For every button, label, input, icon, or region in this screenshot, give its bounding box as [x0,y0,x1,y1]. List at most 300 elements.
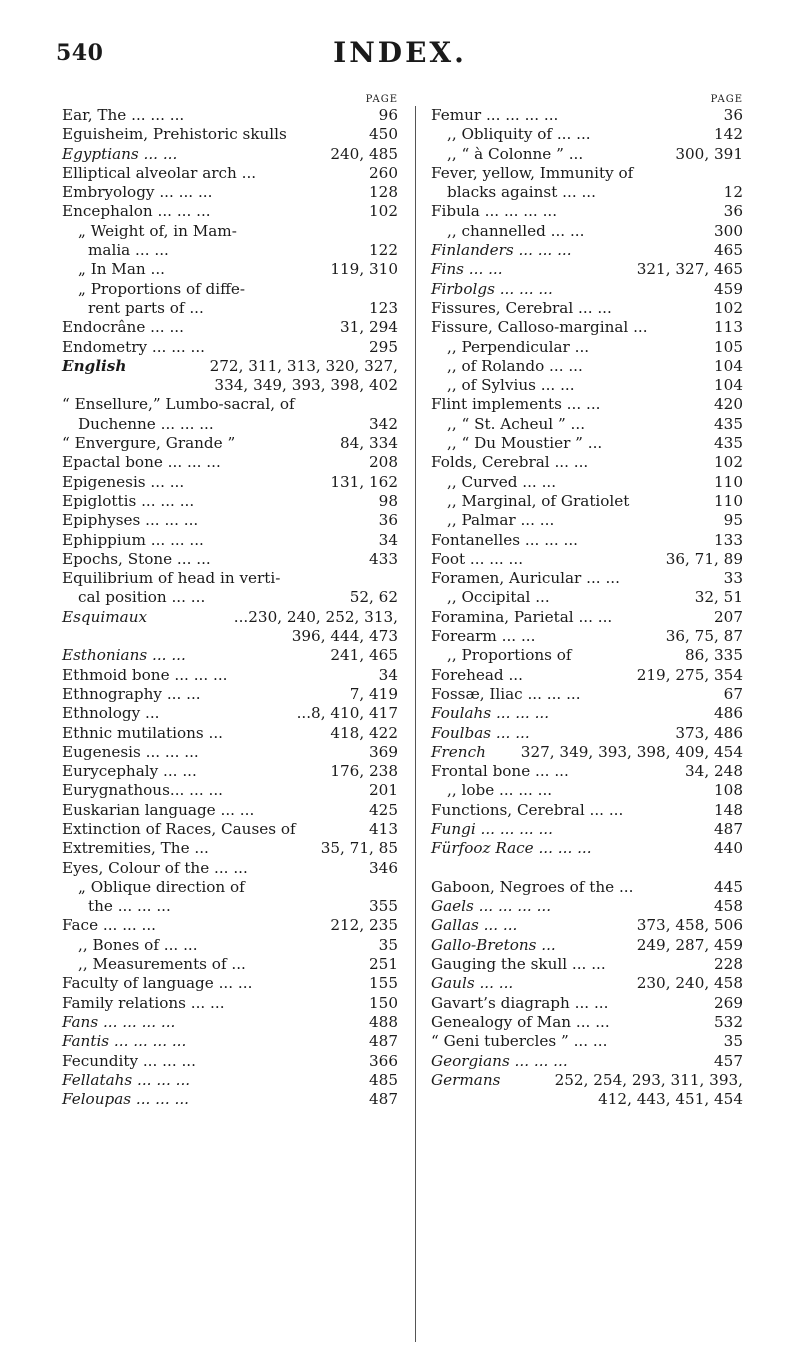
index-entry-pages: 108 [714,781,743,800]
index-entry-term: ,, Curved ... ... [447,472,557,491]
index-entry [62,511,398,530]
index-entry-term: ,, Proportions of [447,646,572,665]
index-entry [62,357,398,376]
index-entry-pages: 435 [714,434,743,453]
index-entry-pages: 36 [723,106,743,124]
index-entry-term: Fantis ... ... ... ... [62,1032,187,1051]
index-entry-pages: 300, 391 [675,144,743,163]
index-entry [431,588,743,607]
index-entry-pages: 34, 248 [685,762,743,781]
index-entry-term: ,, channelled ... ... [447,221,585,240]
index-entry-term: Endometry ... ... ... [62,337,205,356]
index-entry [62,569,398,588]
index-entry [431,936,743,955]
index-entry [62,974,398,993]
index-entry-pages: 249, 287, 459 [636,935,743,954]
index-entry [431,202,743,221]
index-entry-pages: 373, 486 [675,723,743,742]
index-entry-term: Georgians ... ... ... [431,1051,568,1070]
index-entry [431,608,743,627]
page-title: INDEX. [333,36,467,69]
index-entry [62,1052,398,1071]
index-entry-pages: 98 [378,491,398,510]
index-entry-pages: 104 [714,356,743,375]
index-entry [62,1090,398,1109]
index-entry-term: Foulahs ... ... ... [431,704,550,723]
index-entry-term: ,, Obliquity of ... ... [447,125,591,144]
index-entry-term: Eurygnathous... ... ... [62,781,223,800]
index-entry-pages: 128 [369,183,398,202]
index-entry [62,839,398,858]
index-entry-pages: 33 [723,569,743,588]
index-entry [431,646,743,665]
index-entry-term: ,, “ Du Moustier ” ... [447,434,603,453]
index-entry [431,878,743,897]
index-entry [431,781,743,800]
index-entry [431,125,743,144]
index-entry-pages: 251 [369,955,398,974]
index-entry-term: Equilibrium of head in verti- [62,569,281,588]
index-entry-pages: 102 [714,298,743,317]
index-entry-pages: 102 [369,202,398,221]
right-column-page-label: PAGE [710,94,743,105]
index-entry-pages: 219, 275, 354 [636,665,743,684]
index-entry [431,318,743,337]
index-entry [62,183,398,202]
index-entry-term: Euskarian language ... ... [62,800,255,819]
index-entry [431,357,743,376]
index-entry-term: „ Weight of, in Mam- [78,221,237,240]
index-entry [431,897,743,916]
index-entry [431,241,743,260]
index-entry-pages: 240, 485 [330,144,398,163]
index-entry [62,318,398,337]
index-entry [62,801,398,820]
index-entry-pages: 176, 238 [330,762,398,781]
index-entry-term: rent parts of ... [88,298,204,317]
index-entry-pages: 67 [723,684,743,703]
index-entry-pages: 102 [714,453,743,472]
index-entry [62,762,398,781]
index-entry-pages: 110 [714,491,743,510]
index-entry-pages: 418, 422 [330,723,398,742]
index-entry [62,666,398,685]
index-entry [431,415,743,434]
index-entry-term: „ Proportions of diffe- [78,279,246,298]
index-entry [62,376,398,395]
index-entry-pages: 34 [378,665,398,684]
index-entry-term: ,, of Rolando ... ... [447,356,583,375]
index-entry [62,1013,398,1032]
index-entry-pages: 465 [714,241,743,260]
index-entry-pages: 369 [369,742,398,761]
index-entry [62,106,398,125]
index-entry-pages: 150 [369,993,398,1012]
right-entries-list [431,106,743,1109]
index-entry [431,453,743,472]
index-entry-term: Finlanders ... ... ... [431,241,572,260]
index-entry-pages: 260 [369,163,398,182]
index-entry-pages: 457 [714,1051,743,1070]
index-entry [431,434,743,453]
index-entry-pages: 142 [714,125,743,144]
index-entry-pages: 113 [714,318,743,337]
page-number: 540 [56,40,104,66]
index-entry [62,241,398,260]
index-entry-term: ,, Measurements of ... [78,955,246,974]
index-entry-pages: 300 [714,221,743,240]
index-entry-term: Ear, The ... ... ... [62,106,185,124]
index-entry [431,839,743,858]
index-entry [431,1052,743,1071]
right-column [431,94,743,1109]
index-entry [431,801,743,820]
index-entry-term: Frontal bone ... ... [431,762,569,781]
index-entry-term: Feloupas ... ... ... [62,1090,189,1109]
index-entry [431,974,743,993]
index-entry [431,916,743,935]
index-entry-pages: ...230, 240, 252, 313, [233,607,398,626]
index-entry [431,666,743,685]
index-entry-term: Fecundity ... ... ... [62,1051,196,1070]
index-entry-term: „ Oblique direction of [78,877,245,896]
index-entry-pages: 133 [714,530,743,549]
index-entry-term: ,, Occipital ... [447,588,550,607]
index-entry-term: ,, Marginal, of Gratiolet [447,491,630,510]
index-entry-pages: 32, 51 [694,588,743,607]
index-entry [431,1032,743,1051]
index-entry-term: Esquimaux [62,607,148,626]
column-divider [415,106,416,1342]
index-entry-pages: 532 [714,1012,743,1031]
index-entry [431,280,743,299]
index-entry-term: ,, Palmar ... ... [447,511,555,530]
index-entry-term: Gallo-Bretons ... [431,935,556,954]
index-entry-pages: 131, 162 [330,472,398,491]
index-entry-term: Embryology ... ... ... [62,183,213,202]
index-entry-term: Duchenne ... ... ... [78,414,214,433]
left-column-page-label: PAGE [365,94,398,105]
index-entry-pages: 36 [723,202,743,221]
index-entry [62,608,398,627]
index-entry [62,627,398,646]
index-entry-term: the ... ... ... [88,897,171,916]
index-entry-pages: 35 [723,1032,743,1051]
index-entry-term: Epactal bone ... ... ... [62,453,221,472]
index-entry-term: ,, of Sylvius ... ... [447,376,575,395]
index-entry-term: Foramen, Auricular ... ... [431,569,620,588]
index-entry [431,106,743,125]
index-entry-pages: 488 [369,1012,398,1031]
index-entry-pages: 450 [369,125,398,144]
index-entry-term: Foramina, Parietal ... ... [431,607,613,626]
index-entry-term: Gauging the skull ... ... [431,955,606,974]
index-entry [431,395,743,414]
index-entry [431,473,743,492]
index-entry-pages: 486 [714,704,743,723]
index-entry-term: Elliptical alveolar arch ... [62,163,257,182]
index-entry-term: Fissure, Calloso-marginal ... [431,318,648,337]
index-entry [62,531,398,550]
index-entry [431,145,743,164]
index-entry-term: Gaels ... ... ... ... [431,897,552,916]
index-entry [62,820,398,839]
index-entry [431,222,743,241]
index-entry-term: “ Ensellure,” Lumbo-sacral, of [62,395,295,414]
index-entry [431,955,743,974]
index-entry-pages: 334, 349, 393, 398, 402 [214,376,398,395]
index-entry-pages: 445 [714,877,743,896]
index-entry-pages: 425 [369,800,398,819]
index-entry-pages: 84, 334 [340,434,398,453]
index-entry [431,492,743,511]
index-entry-pages: 241, 465 [330,646,398,665]
index-entry [431,1013,743,1032]
index-entry [62,299,398,318]
index-entry-pages: 34 [378,530,398,549]
index-entry-term: Fans ... ... ... ... [62,1012,176,1031]
index-entry-term: Extremities, The ... [62,839,209,858]
index-entry [62,743,398,762]
index-entry-pages: 35, 71, 85 [320,839,398,858]
index-entry-pages: 412, 443, 451, 454 [598,1090,743,1109]
index-entry-pages: 487 [369,1032,398,1051]
index-entry-pages: 123 [369,298,398,317]
index-entry-term: Eguisheim, Prehistoric skulls [62,125,287,144]
index-entry [62,685,398,704]
index-entry [431,704,743,723]
index-entry-term: “ Envergure, Grande ” [62,434,236,453]
index-entry [431,260,743,279]
index-entry [431,820,743,839]
index-entry-term: Ethnic mutilations ... [62,723,223,742]
index-entry-pages: 295 [369,337,398,356]
index-entry-pages: 435 [714,414,743,433]
index-entry-term: Face ... ... ... [62,916,156,935]
index-entry [431,724,743,743]
index-entry [62,704,398,723]
index-entry [62,222,398,241]
index-entry-term: Gallas ... ... [431,916,518,935]
index-entry-pages: 110 [714,472,743,491]
index-entry [62,415,398,434]
index-entry [431,743,743,762]
index-entry-pages: 36, 71, 89 [665,549,743,568]
index-entry-term: Femur ... ... ... ... [431,106,559,124]
index-entry [431,685,743,704]
index-entry-pages: 321, 327, 465 [636,260,743,279]
index-entry [62,260,398,279]
index-entry-term: Gauls ... ... [431,974,514,993]
index-entry [62,936,398,955]
index-entry-term: Fungi ... ... ... ... [431,819,553,838]
index-entry [62,1071,398,1090]
index-entry-term: Forearm ... ... [431,627,536,646]
index-entry [62,897,398,916]
index-entry-term: Extinction of Races, Causes of [62,819,296,838]
index-entry [431,183,743,202]
page-header [0,36,800,76]
index-entry-term: Fissures, Cerebral ... ... [431,298,612,317]
index-entry-pages: 104 [714,376,743,395]
index-entry [62,280,398,299]
index-entry-pages: 105 [714,337,743,356]
index-entry-term: ,, “ St. Acheul ” ... [447,414,586,433]
index-entry-pages: 201 [369,781,398,800]
index-entry-term: Germans [431,1070,501,1089]
index-entry-term: Faculty of language ... ... [62,974,253,993]
index-entry-term: Eugenesis ... ... ... [62,742,199,761]
index-entry-pages: 269 [714,993,743,1012]
index-entry-term: Fürfooz Race ... ... ... [431,839,592,858]
index-entry-term: Fibula ... ... ... ... [431,202,558,221]
index-entry-pages: 433 [369,549,398,568]
index-entry [62,145,398,164]
index-entry-pages: 96 [378,106,398,124]
index-entry-term: malia ... ... [88,241,169,260]
index-entry-term: Fever, yellow, Immunity of [431,163,634,182]
index-entry [62,492,398,511]
index-entry-pages: 420 [714,395,743,414]
index-entry [62,395,398,414]
index-entry-pages: 207 [714,607,743,626]
index-entry-term: English [62,356,127,375]
index-entry [62,453,398,472]
index-entry-term: Flint implements ... ... [431,395,601,414]
index-entry [62,916,398,935]
index-entry-pages: 346 [369,858,398,877]
index-entry-term: Family relations ... ... [62,993,225,1012]
index-entry-pages: 487 [369,1090,398,1109]
index-entry-pages: 458 [714,897,743,916]
index-entry [62,588,398,607]
index-entry-pages: 396, 444, 473 [291,627,398,646]
index-entry [431,164,743,183]
index-entry-pages: 440 [714,839,743,858]
index-entry-term: Foulbas ... ... [431,723,530,742]
left-entries-list [62,106,398,1109]
index-entry-pages: 413 [369,819,398,838]
index-entry [62,955,398,974]
index-entry [431,994,743,1013]
index-entry [431,511,743,530]
index-entry-term: Egyptians ... ... [62,144,178,163]
index-entry-pages: 212, 235 [330,916,398,935]
index-entry-term: Epigenesis ... ... [62,472,185,491]
index-entry [62,781,398,800]
left-column [62,94,398,1109]
index-entry-pages: 355 [369,897,398,916]
index-entry [431,550,743,569]
index-entry-term: Ethnology ... [62,704,160,723]
index-entry-pages: 155 [369,974,398,993]
index-entry-pages: 12 [723,183,743,202]
index-entry-term: Gavart’s diagraph ... ... [431,993,609,1012]
index-entry-term: Folds, Cerebral ... ... [431,453,589,472]
index-entry-pages: 485 [369,1070,398,1089]
index-entry [431,762,743,781]
index-entry [431,569,743,588]
index-entry-term: Eyes, Colour of the ... ... [62,858,248,877]
index-entry-term: Forehead ... [431,665,523,684]
index-entry-pages: 119, 310 [330,260,398,279]
index-entry [62,338,398,357]
index-entry-term: Ephippium ... ... ... [62,530,204,549]
index-entry-term: Eurycephaly ... ... [62,762,197,781]
index-entry-pages: 373, 458, 506 [636,916,743,935]
index-entry-term: Endocrâne ... ... [62,318,184,337]
index-entry-pages: 208 [369,453,398,472]
index-entry-term: ,, “ à Colonne ” ... [447,144,584,163]
index-entry-pages: 487 [714,819,743,838]
index-entry-term: ,, lobe ... ... ... [447,781,553,800]
index-entry-term: Fins ... ... [431,260,503,279]
index-entry [431,1090,743,1109]
index-entry-pages: 252, 254, 293, 311, 393, [554,1070,743,1089]
index-entry-term: Epiglottis ... ... ... [62,491,195,510]
index-entry-term: Ethnography ... ... [62,684,201,703]
index-entry-term: Gaboon, Negroes of the ... [431,877,634,896]
index-entry [62,164,398,183]
index-entry-term: Foot ... ... ... [431,549,524,568]
index-entry-pages: 122 [369,241,398,260]
index-entry-term: Functions, Cerebral ... ... [431,800,624,819]
index-entry-pages: 228 [714,955,743,974]
index-entry [431,627,743,646]
index-entry-term: Firbolgs ... ... ... [431,279,553,298]
index-entry-pages: 272, 311, 313, 320, 327, [209,356,398,375]
index-entry-pages: 36 [378,511,398,530]
index-entry-term: Fossæ, Iliac ... ... ... [431,684,581,703]
index-entry-term: Epiphyses ... ... ... [62,511,199,530]
index-entry-pages: 35 [378,935,398,954]
index-entry-term: Esthonians ... ... [62,646,186,665]
index-entry-term: ,, Perpendicular ... [447,337,590,356]
index-entry-term: Epochs, Stone ... ... [62,549,211,568]
index-entry-term: Fontanelles ... ... ... [431,530,578,549]
index-entry-pages: 459 [714,279,743,298]
index-entry-pages: 86, 335 [685,646,743,665]
index-entry-pages: 7, 419 [349,684,398,703]
index-entry-term: blacks against ... ... [447,183,596,202]
index-entry [62,473,398,492]
index-entry-term: Encephalon ... ... ... [62,202,211,221]
index-entry [62,646,398,665]
index-entry-pages: ...8, 410, 417 [296,704,398,723]
index-entry-term: Fellatahs ... ... ... [62,1070,191,1089]
index-entry-term: Ethmoid bone ... ... ... [62,665,228,684]
index-entry-pages: 342 [369,414,398,433]
index-entry-pages: 230, 240, 458 [636,974,743,993]
index-entry-pages: 31, 294 [340,318,398,337]
index-entry [62,1032,398,1051]
index-entry [431,859,743,878]
index-entry-pages: 52, 62 [349,588,398,607]
index-entry-pages: 366 [369,1051,398,1070]
index-entry-term: cal position ... ... [78,588,206,607]
index-entry-term: Genealogy of Man ... ... [431,1012,610,1031]
index-entry [62,994,398,1013]
index-entry [62,859,398,878]
index-entry [431,376,743,395]
index-entry-pages: 327, 349, 393, 398, 409, 454 [520,742,743,761]
index-entry [431,299,743,318]
index-entry [431,531,743,550]
index-entry-term: „ In Man ... [78,260,166,279]
index-entry-term: French [431,742,486,761]
index-entry [62,434,398,453]
index-entry [62,724,398,743]
